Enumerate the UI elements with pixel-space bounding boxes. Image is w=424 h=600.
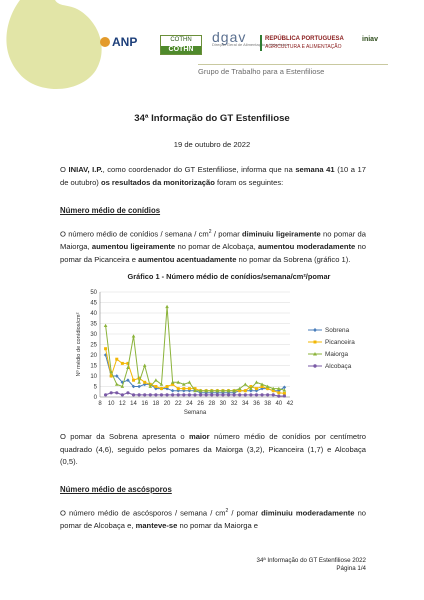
data-point [260,393,263,396]
y-tick-label: 15 [90,363,97,370]
data-point [110,391,113,394]
dgav-logo: dgav Direção Geral de Alimentação e Veterinária [212,29,289,47]
legend-marker [313,364,316,367]
data-point [188,380,192,383]
data-point [154,393,157,396]
x-tick-label: 42 [286,401,294,407]
paragraph-ascosporos: O número médio de ascósporos / semana / $cm^2$ / pomar diminuiu moderadamente no pomar de Alcobaça e, manteve-se no pomar da Maiorga e [60,508,367,531]
x-tick-label: 16 [141,401,149,407]
data-point [115,391,118,394]
data-point [177,393,180,396]
y-tick-label: 30 [90,332,97,338]
data-point [216,393,219,396]
x-tick-label: 36 [253,401,260,407]
x-tick-label: 20 [163,401,171,407]
data-point [121,362,124,365]
y-axis-label: Nº médio de conídios/cm² [76,312,82,377]
data-point [283,394,286,397]
partner-logos [100,29,420,61]
data-point [266,393,269,396]
chart-title: Gráfico 1 - Número médio de conídios/semana/cm²/pomar [127,272,331,281]
y-tick-label: 50 [90,290,97,296]
data-point [166,385,169,388]
x-tick-label: 22 [174,401,182,407]
data-point [272,393,275,396]
data-point [199,393,202,396]
legend-marker [314,341,317,344]
data-point [221,393,224,396]
legend-label-maiorga: Maiorga [325,351,349,359]
y-tick-label: 0 [93,395,97,401]
pear-logo-watermark [0,0,110,95]
data-point [160,393,163,396]
data-point [121,393,124,396]
document-date: 19 de outubro de 2022 [173,140,251,149]
data-point [160,387,163,390]
republica-portuguesa-logo: REPÚBLICA PORTUGUESA AGRICULTURA E ALIMENTAÇÃO [260,35,360,51]
data-point [182,387,185,390]
data-point [132,393,135,396]
data-point [244,389,247,392]
data-point [165,305,169,308]
document-title: 34ª Informação do GT Estenfiliose [134,113,290,124]
data-point [210,393,213,396]
x-tick-label: 14 [130,401,137,407]
x-tick-label: 10 [107,401,115,407]
data-point [154,385,157,388]
data-point [277,391,280,394]
legend-label-alcobaça: Alcobaça [325,363,352,371]
anp-logo: ANP [100,37,137,47]
data-point [104,393,107,396]
footer-title: 34ª Informação do GT Estenfiliose 2022 [256,557,366,564]
x-tick-label: 24 [186,401,193,407]
legend-label-sobrena: Sobrena [325,327,350,335]
data-point [243,383,247,386]
section-heading-ascosporos: Número médio de ascósporos [60,485,172,494]
data-point [227,393,230,396]
paragraph-summary: O pomar da Sobrena apresenta o maior número médio de conídios por centímetro quadrado (4,6), seguido pelos pomares da Maiorga (3,2), Picanceira (1,7) e Alcobaça (0,5). [60,432,367,466]
data-point [154,378,158,381]
data-point [143,393,146,396]
data-point [244,393,247,396]
legend-marker [313,328,317,332]
x-axis-label: Semana [183,410,207,416]
page-footer [257,557,367,573]
data-point [171,393,174,396]
footer-page-number: Página 1/4 [336,565,366,572]
data-point [143,381,146,384]
x-tick-label: 34 [241,401,249,407]
data-point [255,387,258,390]
data-point [255,393,258,396]
intro-paragraph: O INIAV, I.P., como coordenador do GT Estenfiliose, informa que na semana 41 (10 a 17 de outubro) os resultados da monitorização foram os seguintes: [60,165,366,187]
data-point [165,393,168,396]
data-point [177,387,180,390]
y-tick-label: 40 [90,311,97,317]
x-tick-label: 30 [219,401,227,407]
x-tick-label: 32 [230,401,238,407]
x-tick-label: 12 [119,401,126,407]
y-tick-label: 25 [90,342,97,349]
data-point [104,324,108,327]
data-point [182,393,185,396]
x-tick-label: 8 [98,401,102,407]
data-point [188,387,191,390]
y-tick-label: 10 [90,374,97,380]
data-point [149,393,152,396]
y-tick-label: 5 [93,384,97,391]
section-heading-conidios: Número médio de conídios [60,206,161,215]
y-tick-label: 35 [90,321,97,328]
data-point [132,334,136,337]
legend-label-picanceira: Picanceira [325,339,355,347]
data-point [188,393,191,396]
x-tick-label: 18 [152,401,160,407]
data-point [193,393,196,396]
data-point [277,395,280,398]
data-point [205,393,208,396]
data-point [132,379,135,382]
paragraph-conidios: O número médio de conídios / semana / $cm^2$ / pomar diminuiu ligeiramente no pomar da Maiorga, aumentou ligeiramente no pomar de Alcobaça, aumentou moderadamente no pomar da Picanceira e aumentou acentuadamente no pomar da Sobrena (gráfico 1). [60,229,367,264]
x-tick-label: 40 [275,401,283,407]
data-point [137,380,141,383]
x-tick-label: 26 [197,401,204,407]
data-point [249,393,252,396]
data-point [126,391,129,394]
data-point [137,385,141,389]
data-point [171,389,175,393]
data-point [238,393,241,396]
x-tick-label: 38 [264,401,271,407]
data-point [104,347,107,350]
x-tick-label: 28 [208,401,216,407]
data-point [115,358,118,361]
data-point [233,393,236,396]
conidios-line-chart [60,282,370,422]
y-tick-label: 20 [90,353,97,359]
cothn-logo: COTHN COTHN [160,35,202,55]
y-tick-label: 45 [90,300,97,307]
data-point [255,380,259,383]
data-point [138,393,141,396]
data-point [115,383,119,386]
iniav-logo: iniav [362,36,378,43]
header-group-name: Grupo de Trabalho para a Estenfiliose [198,64,388,76]
